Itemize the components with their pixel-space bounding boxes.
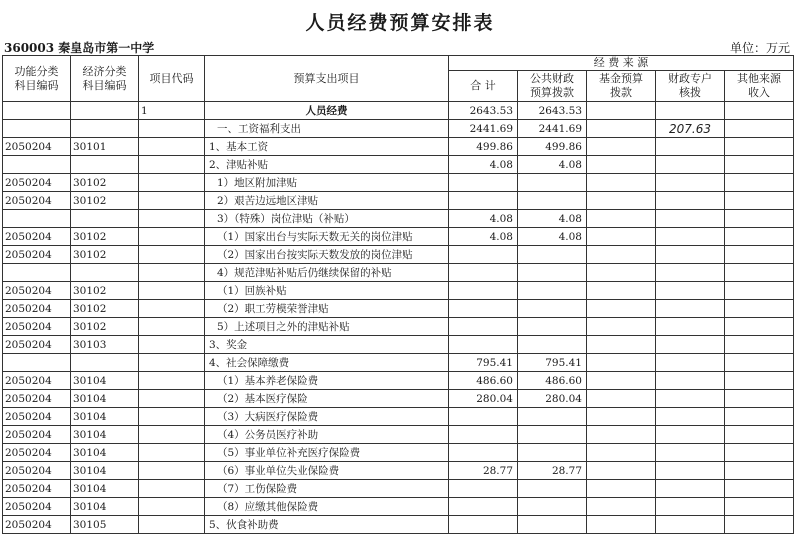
cell-total: 4.08: [449, 156, 518, 174]
cell-project-code: [139, 282, 205, 300]
cell-project-code: [139, 318, 205, 336]
cell-project-code: [139, 192, 205, 210]
cell-total: [449, 318, 518, 336]
cell-total: 4.08: [449, 210, 518, 228]
cell-special: [656, 498, 725, 516]
cell-fund-budget: [587, 300, 656, 318]
cell-econ-code: 30102: [71, 282, 139, 300]
cell-other: [725, 318, 794, 336]
cell-func-code: [3, 120, 71, 138]
cell-special: [656, 480, 725, 498]
cell-public-fund: 499.86: [518, 138, 587, 156]
cell-other: [725, 138, 794, 156]
cell-project-code: [139, 300, 205, 318]
cell-func-code: [3, 210, 71, 228]
cell-fund-budget: [587, 480, 656, 498]
handwritten-note: 207.63: [656, 120, 725, 138]
cell-item: 3、奖金: [205, 336, 449, 354]
cell-special: [656, 516, 725, 534]
cell-other: [725, 408, 794, 426]
cell-special: [656, 354, 725, 372]
table-row: [3, 372, 794, 390]
cell-fund-budget: [587, 462, 656, 480]
cell-total: 280.04: [449, 390, 518, 408]
cell-other: [725, 246, 794, 264]
page-title: 人员经费预算安排表: [305, 12, 495, 34]
cell-special: [656, 210, 725, 228]
cell-func-code: 2050204: [3, 174, 71, 192]
cell-project-code: [139, 246, 205, 264]
cell-public-fund: 28.77: [518, 462, 587, 480]
cell-fund-budget: [587, 372, 656, 390]
cell-public-fund: [518, 516, 587, 534]
cell-econ-code: [71, 102, 139, 120]
table-row: [3, 426, 794, 444]
cell-func-code: 2050204: [3, 372, 71, 390]
cell-total: [449, 498, 518, 516]
cell-item: （1）回族补贴: [205, 282, 449, 300]
cell-special: [656, 372, 725, 390]
cell-func-code: 2050204: [3, 318, 71, 336]
cell-project-code: [139, 444, 205, 462]
cell-econ-code: [71, 210, 139, 228]
table-row: [3, 210, 794, 228]
cell-public-fund: 486.60: [518, 372, 587, 390]
table-row: [3, 120, 794, 138]
cell-special: [656, 138, 725, 156]
cell-econ-code: [71, 120, 139, 138]
cell-project-code: [139, 210, 205, 228]
cell-func-code: 2050204: [3, 192, 71, 210]
cell-other: [725, 102, 794, 120]
cell-public-fund: 4.08: [518, 210, 587, 228]
table-row: [3, 192, 794, 210]
table-row: [3, 336, 794, 354]
cell-fund-budget: [587, 516, 656, 534]
cell-total: [449, 300, 518, 318]
cell-public-fund: [518, 318, 587, 336]
unit-label: 单位：万元: [729, 41, 790, 55]
cell-item: （6）事业单位失业保险费: [205, 462, 449, 480]
cell-item: 5、伙食补助费: [205, 516, 449, 534]
cell-func-code: 2050204: [3, 390, 71, 408]
cell-special: [656, 408, 725, 426]
cell-fund-budget: [587, 444, 656, 462]
cell-project-code: [139, 228, 205, 246]
cell-econ-code: 30105: [71, 516, 139, 534]
cell-other: [725, 480, 794, 498]
cell-func-code: 2050204: [3, 246, 71, 264]
cell-total: 499.86: [449, 138, 518, 156]
cell-func-code: 2050204: [3, 444, 71, 462]
cell-item: 2、津贴补贴: [205, 156, 449, 174]
table-row: [3, 156, 794, 174]
cell-special: [656, 246, 725, 264]
header-total: 合 计: [449, 71, 518, 102]
cell-item: （3）大病医疗保险费: [205, 408, 449, 426]
table-row: [3, 102, 794, 120]
cell-project-code: [139, 120, 205, 138]
cell-other: [725, 372, 794, 390]
cell-fund-budget: [587, 174, 656, 192]
cell-other: [725, 192, 794, 210]
header-project-code: 项目代码: [139, 56, 205, 102]
cell-public-fund: 2441.69: [518, 120, 587, 138]
table-row: [3, 246, 794, 264]
cell-item: 5）上述项目之外的津贴补贴: [205, 318, 449, 336]
cell-special: [656, 282, 725, 300]
cell-project-code: [139, 264, 205, 282]
cell-econ-code: 30102: [71, 192, 139, 210]
cell-func-code: 2050204: [3, 300, 71, 318]
cell-func-code: [3, 156, 71, 174]
cell-total: [449, 192, 518, 210]
cell-item: 3）（特殊）岗位津贴（补贴）: [205, 210, 449, 228]
cell-item: 人员经费: [205, 102, 449, 120]
cell-total: 28.77: [449, 462, 518, 480]
cell-econ-code: [71, 354, 139, 372]
cell-fund-budget: [587, 408, 656, 426]
cell-other: [725, 282, 794, 300]
cell-public-fund: [518, 498, 587, 516]
cell-public-fund: [518, 246, 587, 264]
table-row: [3, 390, 794, 408]
cell-special: [656, 264, 725, 282]
cell-item: 4、社会保障缴费: [205, 354, 449, 372]
cell-fund-budget: [587, 228, 656, 246]
cell-project-code: [139, 138, 205, 156]
cell-func-code: 2050204: [3, 336, 71, 354]
cell-func-code: 2050204: [3, 408, 71, 426]
cell-fund-budget: [587, 264, 656, 282]
cell-total: [449, 264, 518, 282]
cell-func-code: 2050204: [3, 516, 71, 534]
header-item: 预算支出项目: [205, 56, 449, 102]
cell-econ-code: 30104: [71, 408, 139, 426]
cell-other: [725, 174, 794, 192]
cell-func-code: [3, 102, 71, 120]
cell-project-code: [139, 390, 205, 408]
cell-fund-budget: [587, 336, 656, 354]
cell-item: （4）公务员医疗补助: [205, 426, 449, 444]
cell-total: [449, 336, 518, 354]
cell-total: [449, 444, 518, 462]
cell-public-fund: [518, 444, 587, 462]
cell-other: [725, 354, 794, 372]
cell-other: [725, 516, 794, 534]
table-row: [3, 444, 794, 462]
table-row: [3, 480, 794, 498]
cell-fund-budget: [587, 102, 656, 120]
cell-item: 2）艰苦边远地区津贴: [205, 192, 449, 210]
cell-public-fund: 2643.53: [518, 102, 587, 120]
cell-public-fund: [518, 336, 587, 354]
cell-econ-code: 30101: [71, 138, 139, 156]
cell-special: [656, 300, 725, 318]
cell-func-code: 2050204: [3, 498, 71, 516]
cell-econ-code: 30104: [71, 498, 139, 516]
table-row: [3, 354, 794, 372]
header-source-group: 经 费 来 源: [449, 56, 794, 71]
cell-econ-code: 30102: [71, 318, 139, 336]
cell-item: （5）事业单位补充医疗保险费: [205, 444, 449, 462]
cell-public-fund: 795.41: [518, 354, 587, 372]
cell-func-code: [3, 354, 71, 372]
cell-econ-code: 30104: [71, 444, 139, 462]
cell-other: [725, 462, 794, 480]
cell-econ-code: [71, 264, 139, 282]
cell-fund-budget: [587, 120, 656, 138]
cell-special: [656, 102, 725, 120]
cell-fund-budget: [587, 138, 656, 156]
cell-special: [656, 318, 725, 336]
cell-fund-budget: [587, 426, 656, 444]
table-body: [3, 102, 794, 534]
cell-project-code: [139, 156, 205, 174]
cell-econ-code: 30104: [71, 372, 139, 390]
cell-special: [656, 444, 725, 462]
cell-fund-budget: [587, 246, 656, 264]
cell-public-fund: 4.08: [518, 156, 587, 174]
cell-total: 4.08: [449, 228, 518, 246]
cell-other: [725, 390, 794, 408]
cell-func-code: 2050204: [3, 462, 71, 480]
cell-public-fund: 280.04: [518, 390, 587, 408]
cell-total: [449, 246, 518, 264]
cell-total: [449, 282, 518, 300]
cell-func-code: 2050204: [3, 138, 71, 156]
cell-other: [725, 444, 794, 462]
cell-special: [656, 228, 725, 246]
cell-project-code: [139, 354, 205, 372]
header-func-code: 功能分类 科目编码: [3, 56, 71, 102]
cell-other: [725, 300, 794, 318]
table-row: [3, 498, 794, 516]
cell-item: 1）地区附加津贴: [205, 174, 449, 192]
table-row: [3, 174, 794, 192]
cell-special: [656, 426, 725, 444]
cell-func-code: [3, 264, 71, 282]
cell-fund-budget: [587, 318, 656, 336]
header-special: 财政专户 核拨: [656, 71, 725, 102]
cell-project-code: [139, 462, 205, 480]
cell-fund-budget: [587, 156, 656, 174]
cell-public-fund: [518, 300, 587, 318]
cell-total: 2441.69: [449, 120, 518, 138]
cell-special: [656, 156, 725, 174]
cell-other: [725, 156, 794, 174]
cell-special: [656, 390, 725, 408]
header-econ-code: 经济分类 科目编码: [71, 56, 139, 102]
cell-econ-code: [71, 156, 139, 174]
cell-fund-budget: [587, 192, 656, 210]
cell-total: [449, 426, 518, 444]
cell-item: 一、工资福利支出: [205, 120, 449, 138]
table-row: [3, 516, 794, 534]
cell-public-fund: [518, 480, 587, 498]
cell-public-fund: [518, 192, 587, 210]
cell-total: [449, 480, 518, 498]
cell-project-code: [139, 498, 205, 516]
cell-project-code: [139, 426, 205, 444]
table-row: [3, 462, 794, 480]
cell-econ-code: 30102: [71, 246, 139, 264]
cell-total: 486.60: [449, 372, 518, 390]
header-fund-budget: 基金预算 拨款: [587, 71, 656, 102]
cell-func-code: 2050204: [3, 228, 71, 246]
cell-other: [725, 498, 794, 516]
cell-special: [656, 336, 725, 354]
cell-total: [449, 408, 518, 426]
cell-econ-code: 30102: [71, 174, 139, 192]
cell-econ-code: 30102: [71, 228, 139, 246]
cell-item: （7）工伤保险费: [205, 480, 449, 498]
table-row: [3, 408, 794, 426]
organization-label: 360003 秦皇岛市第一中学: [4, 41, 155, 55]
cell-other: [725, 426, 794, 444]
table-row: [3, 264, 794, 282]
cell-other: [725, 210, 794, 228]
table-row: [3, 282, 794, 300]
cell-fund-budget: [587, 354, 656, 372]
cell-project-code: [139, 408, 205, 426]
cell-item: （1）国家出台与实际天数无关的岗位津贴: [205, 228, 449, 246]
header-other: 其他来源 收入: [725, 71, 794, 102]
cell-fund-budget: [587, 390, 656, 408]
cell-func-code: 2050204: [3, 282, 71, 300]
cell-special: [656, 192, 725, 210]
cell-fund-budget: [587, 498, 656, 516]
table-row: [3, 138, 794, 156]
cell-econ-code: 30104: [71, 426, 139, 444]
cell-func-code: 2050204: [3, 426, 71, 444]
cell-project-code: [139, 372, 205, 390]
cell-func-code: 2050204: [3, 480, 71, 498]
cell-other: [725, 336, 794, 354]
cell-public-fund: [518, 408, 587, 426]
cell-total: [449, 174, 518, 192]
cell-item: （8）应缴其他保险费: [205, 498, 449, 516]
cell-project-code: 1: [139, 102, 205, 120]
cell-fund-budget: [587, 282, 656, 300]
cell-econ-code: 30102: [71, 300, 139, 318]
cell-public-fund: [518, 426, 587, 444]
budget-table: [2, 55, 794, 534]
cell-total: [449, 516, 518, 534]
table-row: [3, 300, 794, 318]
header-public-fund: 公共财政 预算拨款: [518, 71, 587, 102]
cell-item: （2）基本医疗保险: [205, 390, 449, 408]
cell-project-code: [139, 336, 205, 354]
cell-public-fund: [518, 264, 587, 282]
cell-project-code: [139, 174, 205, 192]
cell-item: （1）基本养老保险费: [205, 372, 449, 390]
cell-total: 795.41: [449, 354, 518, 372]
cell-item: （2）国家出台按实际天数发放的岗位津贴: [205, 246, 449, 264]
cell-project-code: [139, 480, 205, 498]
table-row: [3, 318, 794, 336]
cell-item: 1、基本工资: [205, 138, 449, 156]
cell-item: 4）规范津贴补贴后仍继续保留的补贴: [205, 264, 449, 282]
cell-other: [725, 228, 794, 246]
cell-public-fund: [518, 282, 587, 300]
cell-econ-code: 30104: [71, 390, 139, 408]
cell-public-fund: [518, 174, 587, 192]
cell-special: [656, 462, 725, 480]
cell-econ-code: 30104: [71, 462, 139, 480]
cell-special: [656, 174, 725, 192]
cell-other: [725, 264, 794, 282]
cell-project-code: [139, 516, 205, 534]
cell-public-fund: 4.08: [518, 228, 587, 246]
table-header: [3, 56, 794, 102]
cell-other: [725, 120, 794, 138]
cell-fund-budget: [587, 210, 656, 228]
table-row: [3, 228, 794, 246]
cell-total: 2643.53: [449, 102, 518, 120]
cell-econ-code: 30104: [71, 480, 139, 498]
cell-econ-code: 30103: [71, 336, 139, 354]
cell-item: （2）职工劳模荣誉津贴: [205, 300, 449, 318]
